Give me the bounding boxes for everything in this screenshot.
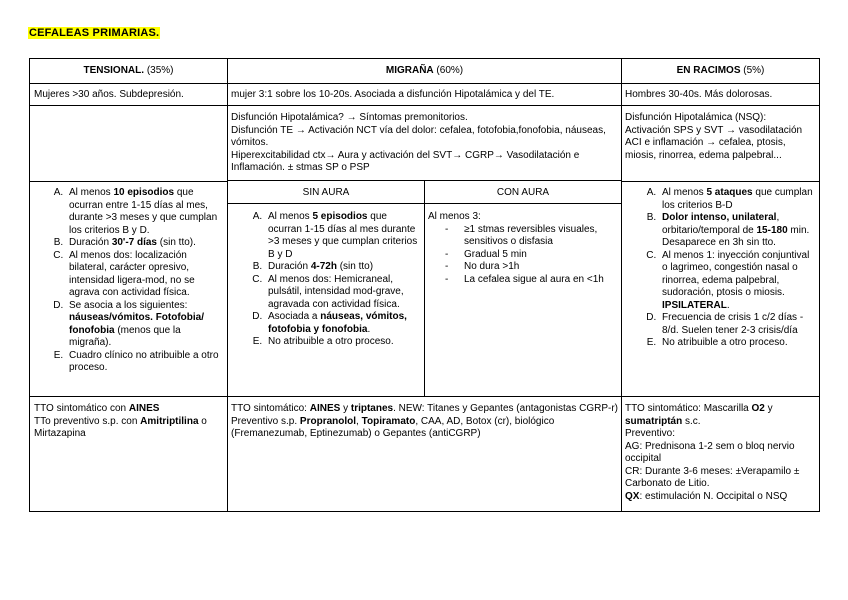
text: TTo preventivo s.p. con (34, 415, 141, 427)
text-bold: 5 episodios (312, 211, 368, 222)
row-divider (29, 83, 820, 84)
row-divider (29, 105, 820, 106)
text: Duración (268, 261, 311, 272)
header-migrana (228, 65, 621, 78)
text-line: CR: Durante 3-6 meses: ±Verapamilo ± Carbonato de Litio. (625, 465, 800, 489)
text: Asociada a (268, 311, 321, 322)
epidemiology-migrana: mujer 3:1 sobre los 10-20s. Asociada a disfunción Hipotalámica y del TE. (231, 89, 555, 100)
sin-aura-header: SIN AURA (302, 187, 350, 198)
text-line (34, 403, 225, 416)
criterion-c: C. Al menos dos: Hemicraneal, pulsátil, intensidad mod-grave, agravada con actividad física. (265, 274, 422, 312)
header-label: EN RACIMOS (676, 65, 741, 76)
text-bold: O2 (751, 403, 765, 414)
text-line: Disfunción TE → Activación NCT vía del dolor: cefalea, fotofobia,fonofobia, náuseas, vómitos. (231, 124, 606, 148)
text-line: Preventivo: (625, 428, 676, 439)
criterion-b (659, 212, 816, 250)
header-percent: (60%) (433, 65, 464, 76)
text-bold: náuseas, vómitos, fotofobia y fonofobia (268, 311, 407, 335)
header-label: TENSIONAL. (83, 65, 145, 76)
text: Al menos (69, 187, 114, 198)
text-line: Disfunción Hipotalámica (NSQ): (625, 112, 767, 123)
con-aura-header: CON AURA (496, 187, 550, 198)
text-bold: náuseas/vómitos. Fotofobia/ fonofobia (69, 312, 205, 336)
text: s.c. (682, 415, 701, 427)
criterion-e: E. No atribuible a otro proceso. (265, 336, 422, 349)
text-bold: Topiramato (361, 415, 416, 427)
physiopathology-racimos (625, 112, 815, 162)
criterion-d (265, 311, 422, 336)
text-bold: 15-180 (756, 224, 788, 236)
criteria-sin-aura (228, 211, 422, 349)
criteria-racimos (622, 187, 816, 350)
criterion-c: C. Al menos 1: inyección conjuntival o lagrimeo, congestión nasal o rinorrea, edema palpebral, sudoración, ptosis o miosis. IPSILATERAL. (659, 250, 816, 313)
criterion-e: E. Cuadro clínico no atribuible a otro proceso. (66, 350, 225, 375)
text-line: Hiperexcitabilidad ctx→ Aura y activación del SVT→ CGRP→ Vasodilatación e Inflamación. ± stmas SP o PSP (231, 149, 580, 173)
text-bold: 30'-7 días (111, 237, 157, 248)
text: Al menos (268, 211, 313, 222)
text: . NEW: Titanes y Gepantes (antagonistas CGRP-r) (393, 403, 618, 414)
text-bold: QX (625, 490, 640, 502)
text-line (625, 491, 817, 504)
text-bold: Propranolol (299, 415, 357, 427)
text-bold: Dolor intenso, unilateral (662, 212, 777, 223)
text: Al menos 1: inyección conjuntival o lagrimeo, congestión nasal o rinorrea, edema palpebral, sudoración, ptosis o miosis. (662, 249, 810, 298)
text: y (340, 403, 351, 414)
text-bold: AINES (309, 403, 341, 414)
text: (menos que la migraña). (69, 324, 181, 348)
text: Al menos (662, 187, 707, 198)
text: (sin tto). (157, 237, 196, 248)
text: que ocurran 1-15 días al mes durante >3 meses y que cumplan criterios B y D (268, 211, 418, 260)
text: : estimulación N. Occipital o NSQ (639, 490, 788, 502)
table-border-top (29, 58, 820, 59)
text-line: Activación SPS y SVT → vasodilatación ACI e inflamación → cefalea, ptosis, miosis, rinorrea, edema palpebral... (625, 124, 803, 161)
criterion-a (66, 187, 225, 237)
criterion-d: D. Frecuencia de crisis 1 c/2 días - 8/d. Suelen tener 2-3 crisis/día (659, 312, 816, 337)
criterion-a (265, 211, 422, 261)
treatment-tensional (34, 403, 225, 441)
treatment-migrana (231, 403, 619, 441)
text-bold: sumatriptán (625, 415, 683, 427)
criterion-e: E. No atribuible a otro proceso. (659, 337, 816, 350)
criterion-c: C. Al menos dos: localización bilateral, carácter opresivo, intensidad ligera-mod, no se agrava con actividad física. (66, 250, 225, 300)
text-line: Al menos 3: (428, 211, 481, 222)
text: , orbitario/temporal de (662, 212, 780, 236)
cefaleas-table (29, 58, 820, 512)
text-line (34, 416, 225, 441)
text-bold: Amitriptilina (140, 415, 199, 427)
epidemiology-racimos: Hombres 30-40s. Más dolorosas. (625, 89, 773, 100)
page-title: CEFALEAS PRIMARIAS. (29, 27, 160, 39)
text: , CAA, AD, Botox (cr), biológico (Fremanezumab, Eptinezumab) o Gepantes (antiCGRP) (231, 415, 555, 439)
row-divider (621, 181, 820, 182)
criterion-d (66, 300, 225, 350)
text: (sin tto) (336, 261, 374, 272)
text-line (231, 416, 619, 441)
text: TTO sintomático: Mascarilla (625, 403, 752, 414)
text-bold: triptanes (350, 403, 394, 414)
text: que cumplan los criterios B-D (662, 187, 813, 211)
text: TTO sintomático: (231, 403, 310, 414)
text-bold: 10 episodios (113, 187, 175, 198)
header-percent: (35%) (144, 65, 174, 76)
aura-item: - Gradual 5 min (459, 249, 619, 262)
table-border-right (819, 58, 820, 512)
text: min. Desaparece en 3h sin tto. (662, 224, 810, 248)
text: Duración (69, 237, 112, 248)
text-bold: 4-72h (310, 261, 337, 272)
header-percent: (5%) (740, 65, 765, 76)
criterion-b (66, 237, 225, 250)
table-border-bottom (29, 511, 820, 512)
row-divider (29, 181, 227, 182)
text-bold: 5 ataques (706, 187, 753, 198)
text: , (356, 415, 362, 427)
header-label: MIGRAÑA (385, 65, 434, 76)
aura-item: - ≥1 stmas reversibles visuales, sensitivos o disfasia (459, 224, 619, 249)
aura-item: - La cefalea sigue al aura en <1h (459, 274, 619, 287)
criteria-tensional (29, 187, 225, 375)
row-divider (29, 396, 820, 397)
physiopathology-migrana (231, 112, 615, 175)
text-line (231, 403, 619, 416)
text: y (764, 403, 773, 414)
text: . (367, 323, 371, 335)
epidemiology-tensional: Mujeres >30 años. Subdepresión. (34, 89, 184, 100)
aura-column-divider (424, 180, 425, 396)
text: o Mirtazapina (34, 415, 207, 439)
criteria-con-aura (428, 211, 619, 286)
text: Preventivo s.p. (231, 415, 300, 427)
treatment-racimos (625, 403, 817, 503)
text-bold: AINES (128, 403, 160, 414)
text-line: AG: Prednisona 1-2 sem o bloq nervio occipital (625, 440, 795, 464)
header-racimos (622, 65, 819, 78)
header-tensional (30, 65, 227, 78)
criterion-b (265, 261, 422, 274)
text: que ocurran entre 1-15 días al mes, durante >3 meses y que cumplan los criterios B y D. (69, 187, 218, 236)
text: Se asocia a los siguientes: (69, 299, 188, 311)
criterion-a (659, 187, 816, 212)
text-line: Disfunción Hipotalámica? → Síntomas premonitorios. (231, 112, 468, 123)
text: TTO sintomático con (34, 403, 129, 414)
text-line (625, 403, 817, 428)
aura-item: - No dura >1h (459, 261, 619, 274)
text-bold: IPSILATERAL (662, 299, 727, 311)
